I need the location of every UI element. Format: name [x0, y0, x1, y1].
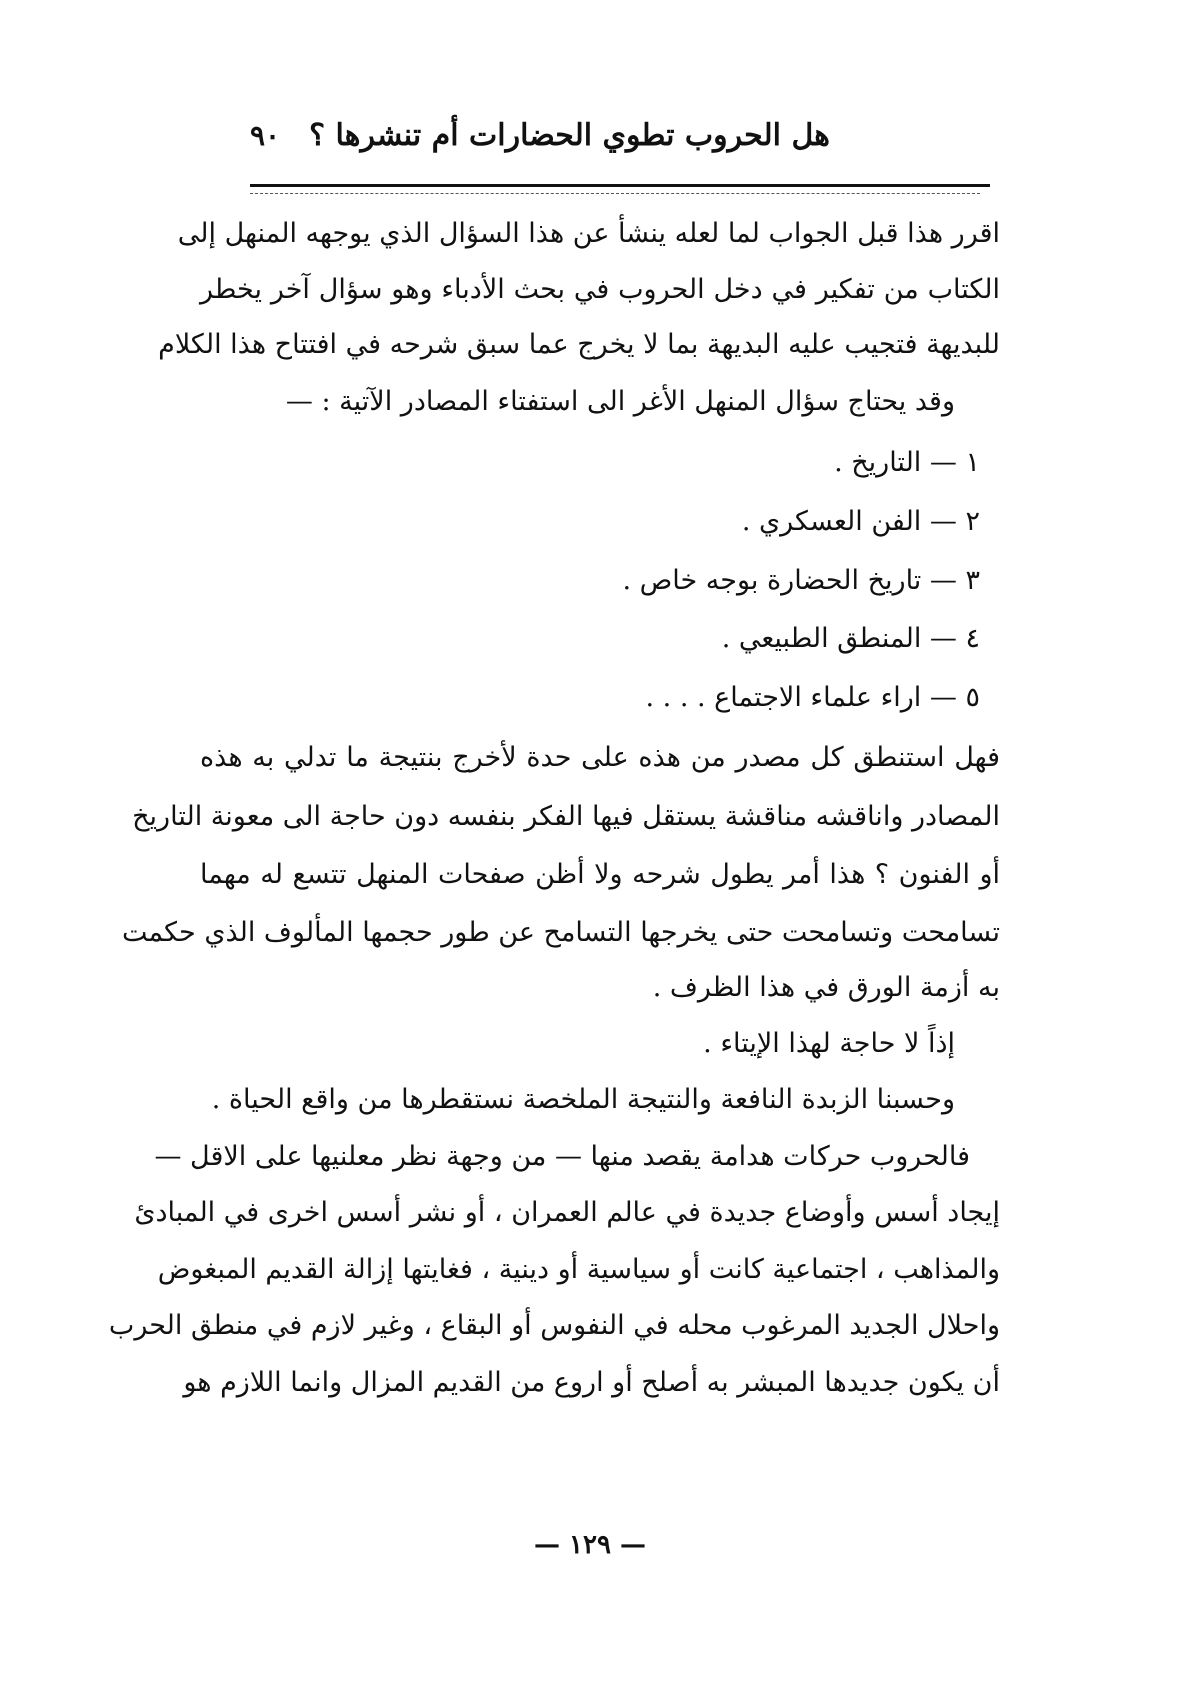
body-line: فالحروب حركات هدامة يقصد منها — من وجهة نظر معلنيها على الاقل —: [154, 1141, 970, 1172]
body-line: واحلال الجديد المرغوب محله في النفوس أو البقاع ، وغير لازم في منطق الحرب: [108, 1310, 1000, 1341]
list-item: ٤ — المنطق الطبيعي .: [721, 623, 980, 654]
folio-number: — ١٢٩ —: [533, 1530, 647, 1560]
header-rule: [250, 184, 990, 187]
list-item: ١ — التاريخ .: [834, 447, 980, 478]
body-line: إيجاد أسس وأوضاع جديدة في عالم العمران ، أو نشر أسس اخرى في المبادئ: [134, 1197, 1000, 1228]
body-line: الكتاب من تفكير في دخل الحروب في بحث الأدباء وهو سؤال آخر يخطر: [200, 274, 1000, 305]
body-line: والمذاهب ، اجتماعية كانت أو سياسية أو دينية ، فغايتها إزالة القديم المبغوض: [157, 1254, 1000, 1285]
body-line: به أزمة الورق في هذا الظرف .: [652, 972, 1000, 1003]
list-item: ٢ — الفن العسكري .: [741, 506, 980, 537]
body-line: تسامحت وتسامحت حتى يخرجها التسامح عن طور حجمها المألوف الذي حكمت: [122, 917, 1000, 948]
page-number: ٩٠: [250, 118, 281, 152]
body-line: المصادر واناقشه مناقشة يستقل فيها الفكر بنفسه دون حاجة الى معونة التاريخ: [132, 801, 1000, 832]
body-line: للبديهة فتجيب عليه البديهة بما لا يخرج عما سبق شرحه في افتتاح هذا الكلام: [158, 329, 1000, 360]
body-line: وقد يحتاج سؤال المنهل الأغر الى استفتاء المصادر الآتية : —: [285, 386, 955, 417]
body-line: أن يكون جديدها المبشر به أصلح أو اروع من القديم المزال وانما اللازم هو: [183, 1367, 1000, 1398]
list-item: ٥ — اراء علماء الاجتماع . . . .: [645, 682, 980, 713]
header-rule-dashed: [250, 193, 980, 194]
running-title: هل الحروب تطوي الحضارات أم تنشرها ؟: [309, 117, 830, 153]
body-line: أو الفنون ؟ هذا أمر يطول شرحه ولا أظن صفحات المنهل تتسع له مهما: [200, 859, 1000, 890]
body-line: وحسبنا الزبدة النافعة والنتيجة الملخصة نستقطرها من واقع الحياة .: [211, 1084, 955, 1115]
body-line: فهل استنطق كل مصدر من هذه على حدة لأخرج بنتيجة ما تدلي به هذه: [200, 742, 1000, 773]
body-line: اقرر هذا قبل الجواب لما لعله ينشأ عن هذا السؤال الذي يوجهه المنهل إلى: [177, 218, 1000, 249]
list-item: ٣ — تاريخ الحضارة بوجه خاص .: [622, 565, 980, 596]
body-line: إذاً لا حاجة لهذا الإيتاء .: [703, 1028, 955, 1059]
page-header: [250, 110, 830, 160]
